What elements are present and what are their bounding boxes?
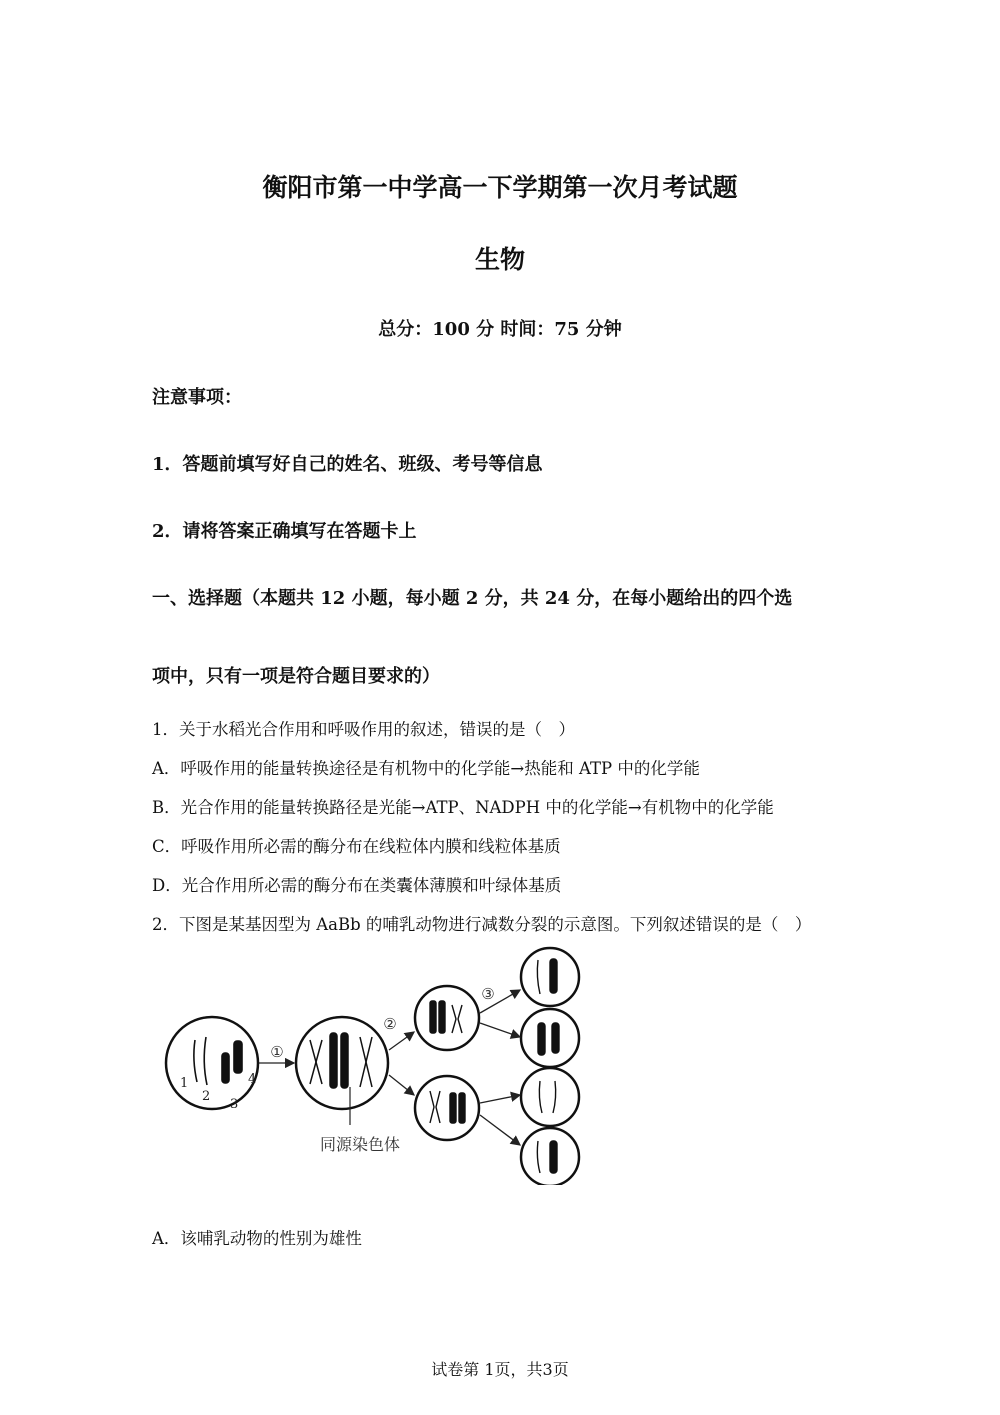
chromosome-number: 1 [180,1076,189,1091]
option-b: B．光合作用的能量转换路径是光能→ATP、NADPH 中的化学能→有机物中的化学能 [152,798,774,817]
arrow-2b [389,1075,414,1095]
arrow-3b [480,1023,520,1037]
section-heading-cont: 项中，只有一项是符合题目要求的） [152,666,440,687]
meiosis-diagram [160,945,590,1185]
section-heading: 一、选择题（本题共 12 小题，每小题 2 分，共 24 分，在每小题给出的四个选 [152,588,793,609]
parent-cell [166,1017,258,1109]
question-stem: 2．下图是某基因型为 AaBb 的哺乳动物进行减数分裂的示意图。下列叙述错误的是（ ） [152,915,812,934]
step-label: ② [383,1015,397,1033]
step-label: ③ [481,985,495,1003]
daughter-cell [521,1009,579,1067]
chromosome-number: 3 [230,1097,239,1112]
chromosome-number: 4 [248,1072,257,1087]
figure-caption: 同源染色体 [319,1135,401,1154]
notice-heading: 注意事项： [152,387,242,408]
secondary-cell-bottom [415,1076,479,1140]
arrow-3c [480,1095,520,1103]
chromosome-number: 2 [202,1089,211,1104]
exam-title: 衡阳市第一中学高一下学期第一次月考试题 [262,173,738,202]
option-c: C．呼吸作用所必需的酶分布在线粒体内膜和线粒体基质 [152,837,561,856]
notice-item: 2．请将答案正确填写在答题卡上 [152,521,417,542]
step-label: ① [270,1043,284,1061]
arrow-2a [389,1032,414,1050]
option-a: A．该哺乳动物的性别为雄性 [152,1229,362,1248]
exam-meta: 总分：100 分 时间：75 分钟 [378,319,622,340]
secondary-cell-top [415,986,479,1050]
page-footer: 试卷第 1页，共3页 [431,1360,569,1379]
option-d: D．光合作用所必需的酶分布在类囊体薄膜和叶绿体基质 [152,876,562,895]
question-stem: 1．关于水稻光合作用和呼吸作用的叙述，错误的是（ ） [152,720,575,739]
option-a: A．呼吸作用的能量转换途径是有机物中的化学能→热能和 ATP 中的化学能 [152,759,700,778]
subject-title: 生物 [474,245,525,274]
arrow-3d [480,1115,520,1145]
daughter-cell [521,1068,579,1126]
notice-item: 1．答题前填写好自己的姓名、班级、考号等信息 [152,454,543,475]
